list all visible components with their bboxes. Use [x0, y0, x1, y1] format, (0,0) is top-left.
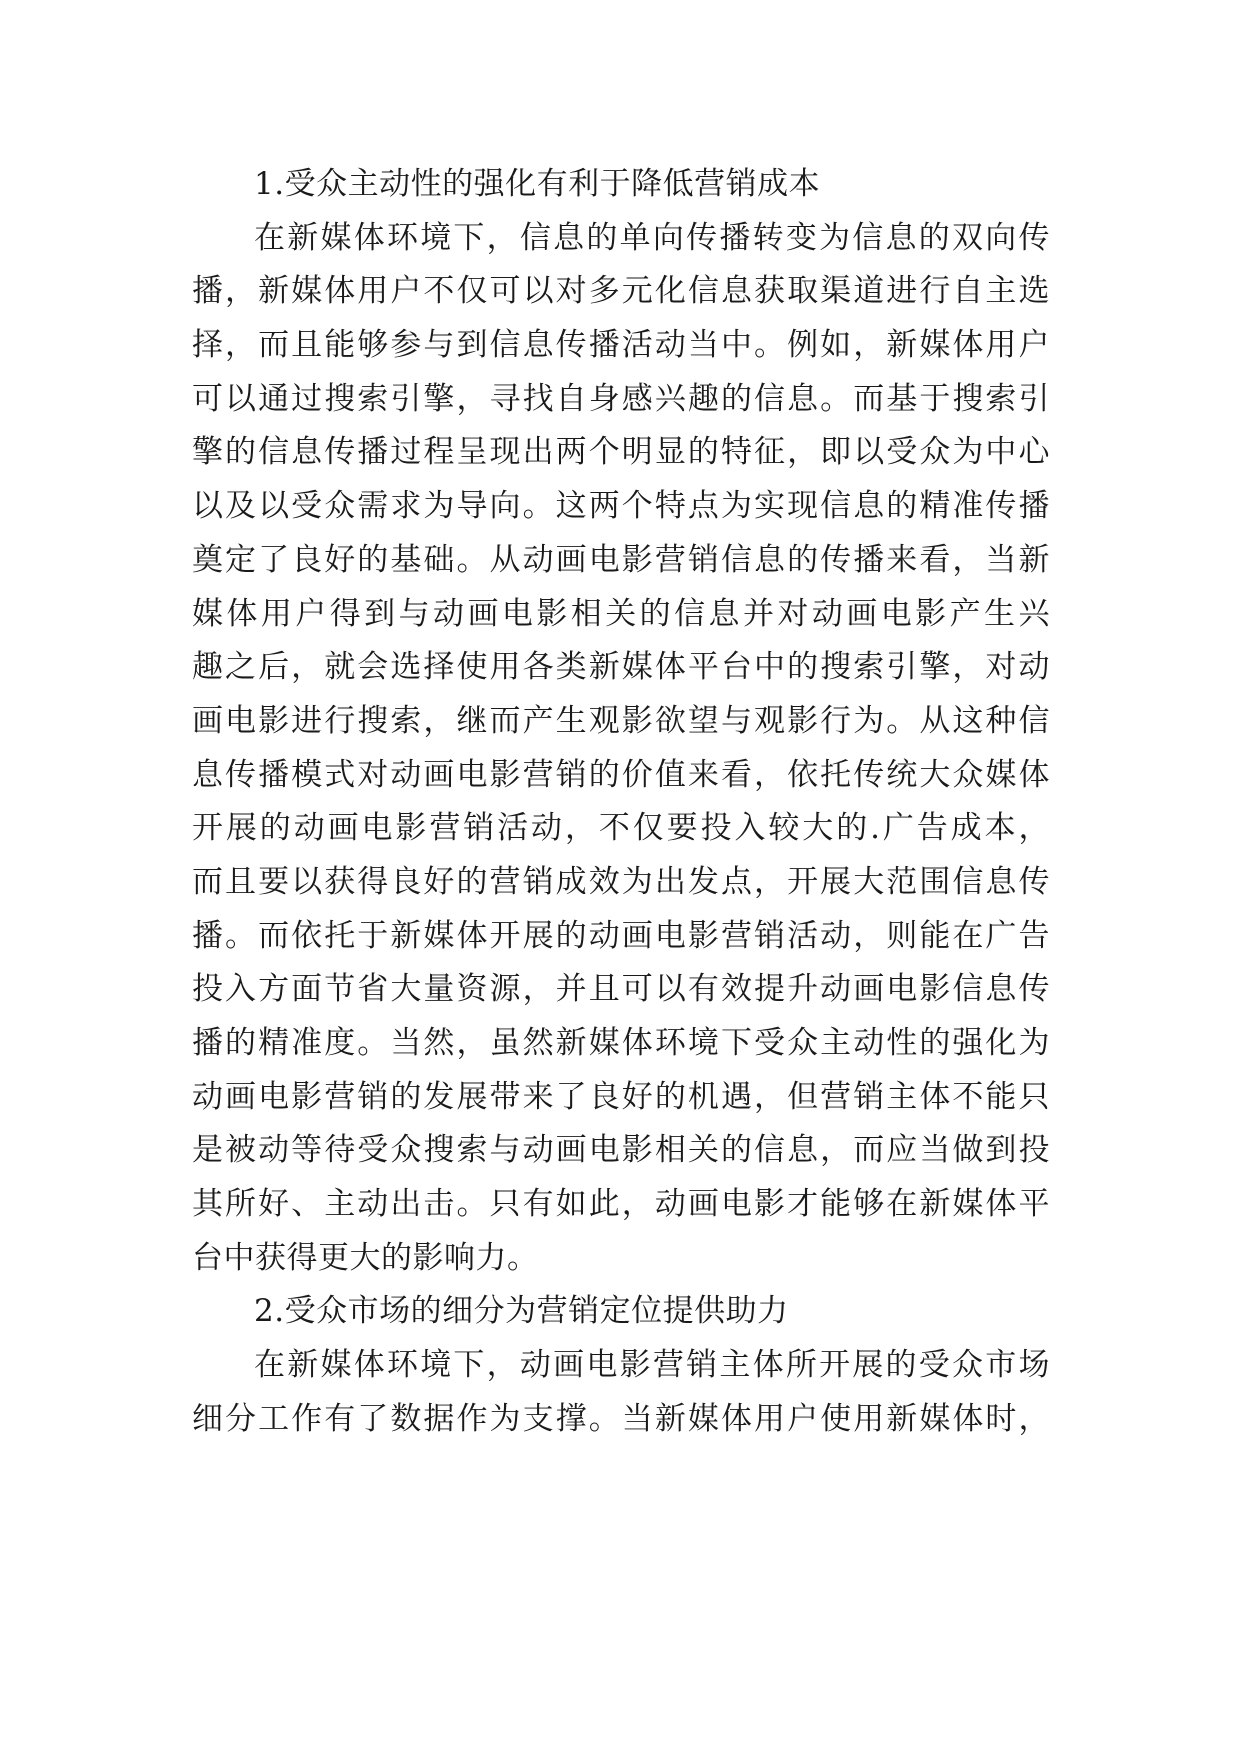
paragraph-1 [192, 212, 1050, 1286]
paragraph-line: 媒体用户得到与动画电影相关的信息并对动画电影产生兴 [192, 595, 1050, 632]
paragraph-line: 息传播模式对动画电影营销的价值来看，依托传统大众媒体 [192, 756, 1050, 793]
paragraph-line: 播，新媒体用户不仅可以对多元化信息获取渠道进行自主选 [192, 273, 1050, 310]
paragraph-line: 以及以受众需求为导向。这两个特点为实现信息的精准传播 [192, 488, 1050, 525]
paragraph-line: 画电影进行搜索，继而产生观影欲望与观影行为。从这种信 [192, 702, 1050, 739]
paragraph-line: 是被动等待受众搜索与动画电影相关的信息，而应当做到投 [192, 1132, 1050, 1169]
section-heading-1: 1.受众主动性的强化有利于降低营销成本 [254, 166, 821, 202]
paragraph-line: 开展的动画电影营销活动，不仅要投入较大的.广告成本， [192, 810, 1050, 847]
section-heading-2: 2.受众市场的细分为营销定位提供助力 [254, 1293, 789, 1330]
paragraph-line: 台中获得更大的影响力。 [192, 1239, 539, 1276]
paragraph-line: 择，而且能够参与到信息传播活动当中。例如，新媒体用户 [192, 327, 1050, 364]
paragraph-line: 奠定了良好的基础。从动画电影营销信息的传播来看，当新 [192, 541, 1050, 578]
paragraph-line: 趣之后，就会选择使用各类新媒体平台中的搜索引擎，对动 [192, 649, 1050, 686]
document-page [192, 158, 1050, 1447]
paragraph-line: 播。而依托于新媒体开展的动画电影营销活动，则能在广告 [192, 917, 1050, 954]
paragraph-line: 擎的信息传播过程呈现出两个明显的特征，即以受众为中心 [192, 434, 1050, 471]
paragraph-line: 在新媒体环境下，信息的单向传播转变为信息的双向传 [254, 219, 1050, 256]
paragraph-line: 动画电影营销的发展带来了良好的机遇，但营销主体不能只 [192, 1078, 1050, 1115]
paragraph-line: 播的精准度。当然，虽然新媒体环境下受众主动性的强化为 [192, 1025, 1050, 1061]
paragraph-line: 投入方面节省大量资源，并且可以有效提升动画电影信息传 [192, 971, 1050, 1008]
paragraph-line: 而且要以获得良好的营销成效为出发点，开展大范围信息传 [192, 863, 1050, 900]
paragraph-line: 其所好、主动出击。只有如此，动画电影才能够在新媒体平 [192, 1186, 1050, 1223]
paragraph-line: 在新媒体环境下，动画电影营销主体所开展的受众市场 [254, 1347, 1050, 1384]
paragraph-2 [192, 1339, 1050, 1446]
paragraph-line: 细分工作有了数据作为支撑。当新媒体用户使用新媒体时， [192, 1400, 1050, 1437]
paragraph-line: 可以通过搜索引擎，寻找自身感兴趣的信息。而基于搜索引 [192, 380, 1050, 417]
